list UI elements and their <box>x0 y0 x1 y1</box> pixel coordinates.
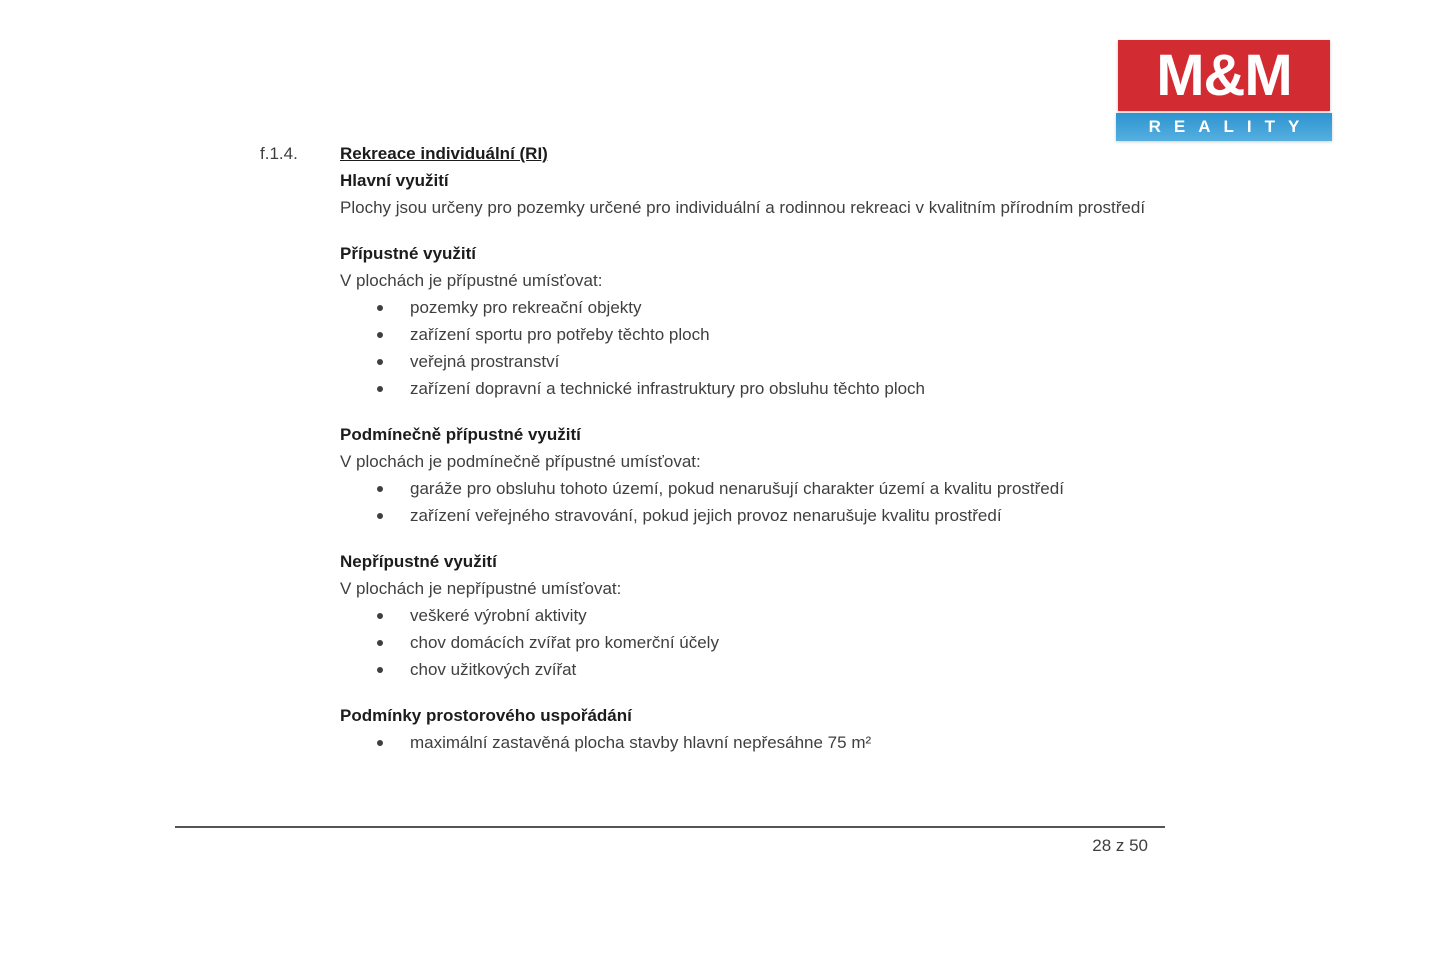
section-number: f.1.4. <box>260 144 298 163</box>
bullet-item: zařízení veřejného stravování, pokud jejich provoz nenarušuje kvalitu prostředí <box>340 502 1152 529</box>
section-intro: Plochy jsou určeny pro pozemky určené pro individuální a rodinnou rekreaci v kvalitním přírodním prostředí <box>340 198 1146 217</box>
logo-mm-box <box>1118 40 1330 111</box>
footer-divider <box>175 826 1165 828</box>
document-title-row <box>260 140 1152 167</box>
bullet-list <box>340 475 1152 529</box>
bullet-item: zařízení sportu pro potřeby těchto ploch <box>340 321 1152 348</box>
document-section <box>340 702 1152 756</box>
bullet-list <box>340 729 1152 756</box>
section-heading: Podmínky prostorového uspořádání <box>340 706 632 725</box>
bullet-item: maximální zastavěná plocha stavby hlavní nepřesáhne 75 m² <box>340 729 1152 756</box>
bullet-item: veškeré výrobní aktivity <box>340 602 1152 629</box>
bullet-item: zařízení dopravní a technické infrastruktury pro obsluhu těchto ploch <box>340 375 1152 402</box>
section-heading: Přípustné využití <box>340 244 477 263</box>
bullet-item: pozemky pro rekreační objekty <box>340 294 1152 321</box>
document-section <box>340 548 1152 683</box>
bullet-item: chov užitkových zvířat <box>340 656 1152 683</box>
bullet-list <box>340 294 1152 402</box>
document-section <box>340 240 1152 402</box>
section-intro: V plochách je podmínečně přípustné umísťovat: <box>340 452 701 471</box>
section-intro: V plochách je nepřípustné umísťovat: <box>340 579 622 598</box>
bullet-list <box>340 602 1152 683</box>
bullet-item: veřejná prostranství <box>340 348 1152 375</box>
section-heading: Nepřípustné využití <box>340 552 497 571</box>
sections-container <box>340 167 1152 756</box>
mm-reality-logo <box>1116 40 1332 141</box>
section-intro: V plochách je přípustné umísťovat: <box>340 271 603 290</box>
document-content <box>260 140 1152 756</box>
bullet-item: garáže pro obsluhu tohoto území, pokud nenarušují charakter území a kvalitu prostředí <box>340 475 1152 502</box>
logo-reality-box <box>1116 113 1332 141</box>
section-heading: Podmínečně přípustné využití <box>340 425 581 444</box>
logo-mm-text: M&M <box>1156 43 1292 108</box>
document-section <box>340 421 1152 529</box>
bullet-item: chov domácích zvířat pro komerční účely <box>340 629 1152 656</box>
document-title: Rekreace individuální (RI) <box>340 144 548 163</box>
document-section <box>340 167 1152 221</box>
logo-reality-text: REALITY <box>1148 117 1313 136</box>
section-heading: Hlavní využití <box>340 171 449 190</box>
page-number: 28 z 50 <box>1092 836 1148 855</box>
